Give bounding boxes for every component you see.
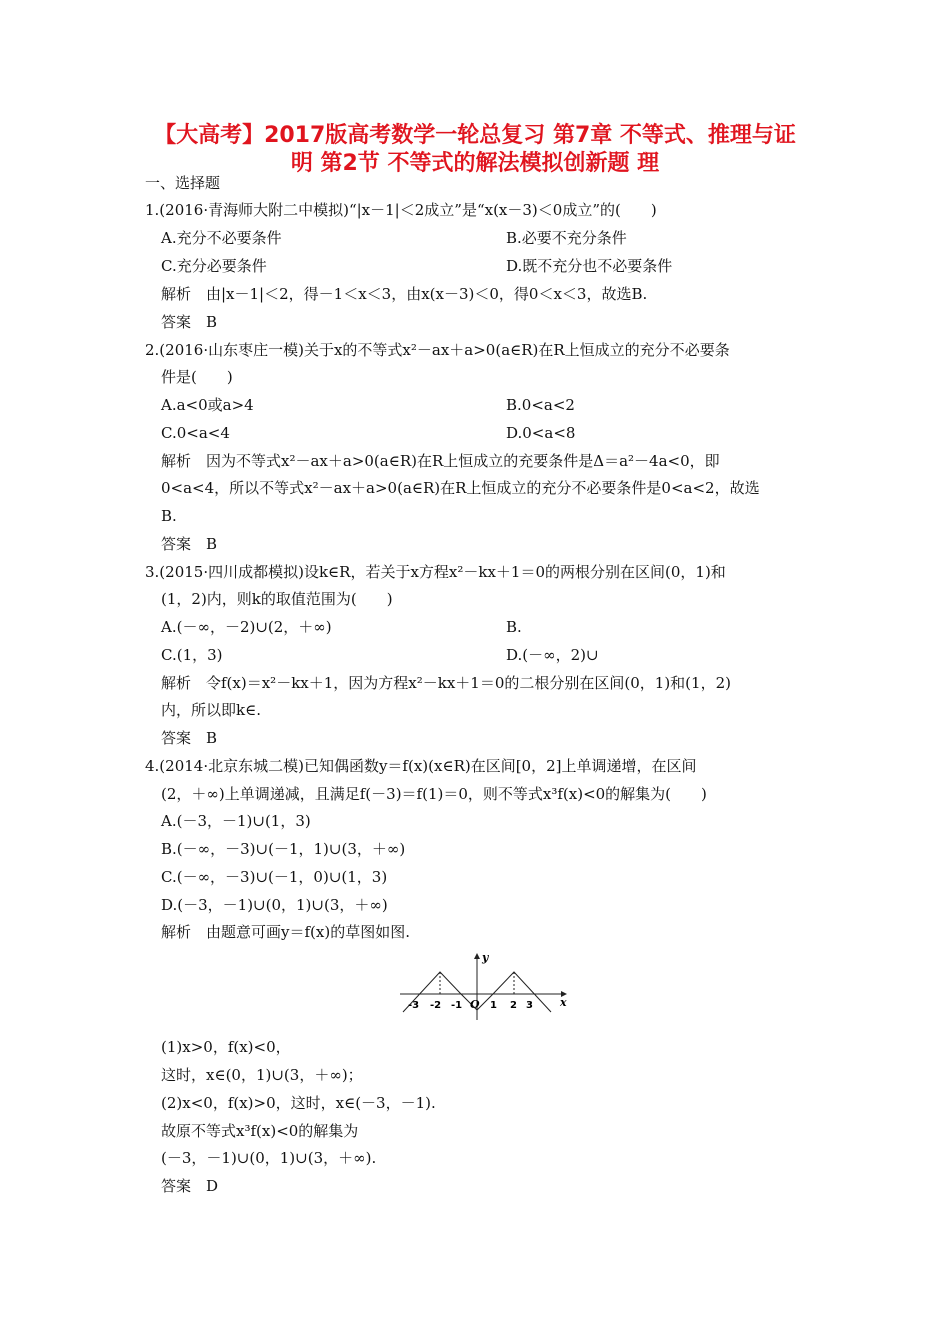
q3-analysis-line-1: 解析 令f(x)＝x²－kx＋1，因为方程x²－kx＋1＝0的二根分别在区间(0，1)和(1，2) [161,674,731,692]
q4-step-4: 故原不等式x³f(x)<0的解集为 [161,1122,359,1140]
q1-analysis: 解析 由|x－1|＜2，得－1＜x＜3，由x(x－3)＜0，得0＜x＜3，故选B. [161,285,648,303]
q4-step-2: 这时，x∈(0，1)∪(3，＋∞)； [161,1066,363,1084]
q1-option-b: B.必要不充分条件 [506,229,627,247]
q2-analysis-line-1: 解析 因为不等式x²－ax＋a>0(a∈R)在R上恒成立的充要条件是Δ＝a²－4a<0，即 [161,452,720,470]
q3-analysis-line-2: 内，所以即k∈. [161,701,261,719]
section-heading: 一、选择题 [145,174,221,192]
q2-stem-line-2: 件是( ) [161,368,233,386]
q2-analysis-line-2: 0<a<4，所以不等式x²－ax＋a>0(a∈R)在R上恒成立的充分不必要条件是0<a<2，故选 [161,479,760,497]
q4-option-d: D.(－3，－1)∪(0，1)∪(3，＋∞) [161,896,388,914]
q1-option-a: A.充分不必要条件 [161,229,282,247]
q3-option-c: C.(1，3) [161,646,223,664]
q4-step-3: (2)x<0，f(x)>0，这时，x∈(－3，－1). [161,1094,436,1112]
q3-stem-line-2: (1，2)内，则k的取值范围为( ) [161,590,393,608]
q4-stem-line-2: (2，＋∞)上单调递减，且满足f(－3)＝f(1)＝0，则不等式x³f(x)<0的解集为( ) [161,785,707,803]
x-axis-label: x [560,996,567,1009]
tick-label-neg1: -1 [451,1000,463,1011]
q4-analysis: 解析 由题意可画y＝f(x)的草图如图. [161,923,410,941]
q3-answer: 答案 B [161,729,218,747]
y-axis-label: y [482,951,489,964]
q2-option-a: A.a<0或a>4 [161,396,254,414]
q4-option-c: C.(－∞，－3)∪(－1，0)∪(1，3) [161,868,388,886]
q3-option-d: D.(－∞，2)∪ [506,646,599,664]
q4-stem-line-1: 4.(2014·北京东城二模)已知偶函数y＝f(x)(x∈R)在区间[0，2]上单调递增，在区间 [145,757,697,775]
q2-option-d: D.0<a<8 [506,424,576,442]
function-sketch-graph [398,950,570,1022]
q3-option-a: A.(－∞，－2)∪(2，＋∞) [161,618,332,636]
q3-stem-line-1: 3.(2015·四川成都模拟)设k∈R，若关于x方程x²－kx＋1＝0的两根分别在区间(0，1)和 [145,563,726,581]
q1-option-c: C.充分必要条件 [161,257,267,275]
q2-option-c: C.0<a<4 [161,424,230,442]
q4-step-5: (－3，－1)∪(0，1)∪(3，＋∞). [161,1149,377,1167]
q1-answer: 答案 B [161,313,218,331]
tick-label-2: 2 [510,1000,517,1011]
q2-option-b: B.0<a<2 [506,396,575,414]
q4-answer: 答案 D [161,1177,219,1195]
tick-label-1: 1 [490,1000,497,1011]
q4-option-b: B.(－∞，－3)∪(－1，1)∪(3，＋∞) [161,840,406,858]
tick-label-neg2: -2 [430,1000,442,1011]
q1-option-d: D.既不充分也不必要条件 [506,257,673,275]
q4-option-a: A.(－3，－1)∪(1，3) [161,812,311,830]
q2-stem-line-1: 2.(2016·山东枣庄一模)关于x的不等式x²－ax＋a>0(a∈R)在R上恒成立的充分不必要条 [145,341,730,359]
origin-label: O [470,998,480,1011]
tick-label-3: 3 [526,1000,533,1011]
q2-answer: 答案 B [161,535,218,553]
tick-label-neg3: -3 [408,1000,420,1011]
q1-stem: 1.(2016·青海师大附二中模拟)“|x－1|＜2成立”是“x(x－3)＜0成立”的( ) [145,201,657,219]
q3-option-b: B. [506,618,522,636]
q2-analysis-line-3: B. [161,507,177,525]
doc-title-line-2: 明 第2节 不等式的解法模拟创新题 理 [290,151,660,176]
q4-step-1: (1)x>0，f(x)<0， [161,1038,291,1056]
doc-title-line-1: 【大高考】2017版高考数学一轮总复习 第7章 不等式、推理与证 [154,123,796,148]
